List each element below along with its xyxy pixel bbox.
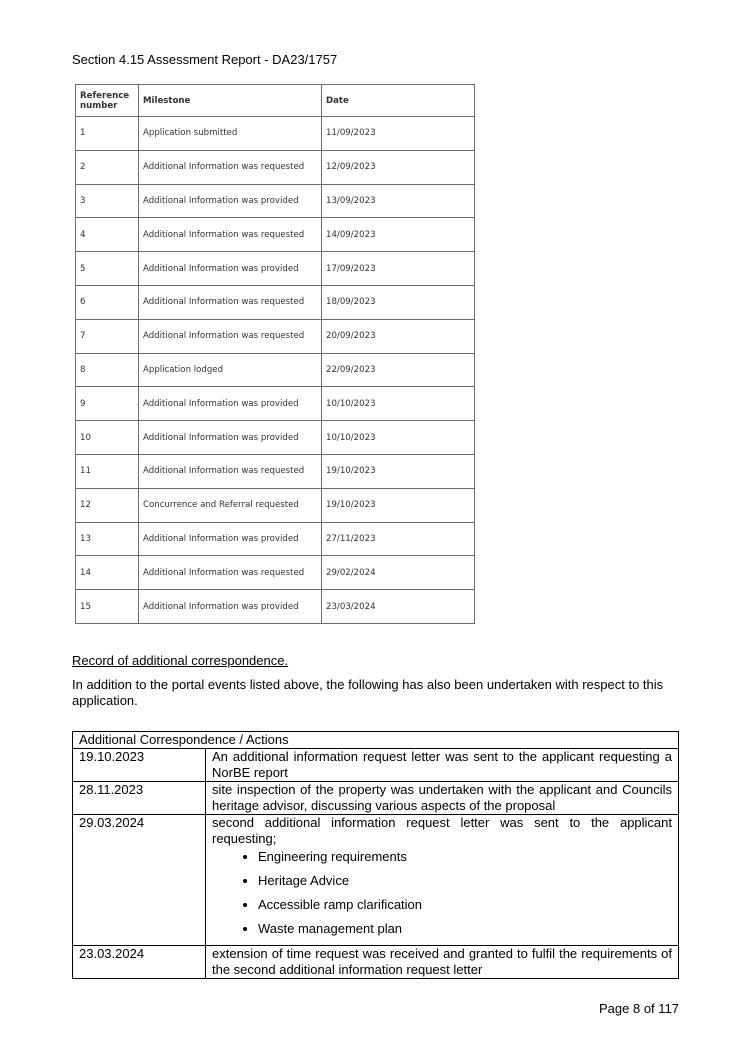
table-row (76, 387, 475, 421)
milestone-name-cell: Additional Information was requested (139, 150, 322, 184)
milestone-name-cell: Additional Information was requested (139, 556, 322, 590)
milestone-ref-cell: 15 (76, 590, 139, 624)
milestone-ref-cell: 9 (76, 387, 139, 421)
table-row (76, 285, 475, 319)
table-row (73, 782, 679, 815)
table-row (73, 749, 679, 782)
milestone-date-cell: 22/09/2023 (322, 353, 475, 387)
milestone-ref-cell: 12 (76, 488, 139, 522)
correspondence-text: site inspection of the property was undertaken with the applicant and Councils heritage advisor, discussing various aspects of the proposal (206, 782, 679, 815)
milestone-name-cell: Additional Information was requested (139, 319, 322, 353)
milestone-ref-cell: 2 (76, 150, 139, 184)
table-row (76, 353, 475, 387)
milestone-date-cell: 12/09/2023 (322, 150, 475, 184)
page-header: Section 4.15 Assessment Report - DA23/1757 (72, 52, 338, 67)
list-item: • Heritage Advice (258, 873, 672, 889)
milestone-date-cell: 29/02/2024 (322, 556, 475, 590)
milestone-name-cell: Application submitted (139, 117, 322, 151)
column-header-milestone: Milestone (139, 85, 322, 117)
milestone-date-cell: 10/10/2023 (322, 387, 475, 421)
milestone-name-cell: Additional Information was provided (139, 252, 322, 286)
column-header-reference: Reference number (76, 85, 139, 117)
requirements-list (212, 849, 672, 937)
milestone-name-cell: Additional Information was provided (139, 590, 322, 624)
table-row (76, 454, 475, 488)
milestone-date-cell: 19/10/2023 (322, 454, 475, 488)
milestone-table (75, 84, 475, 624)
milestone-name-cell: Additional Information was requested (139, 218, 322, 252)
milestone-date-cell: 14/09/2023 (322, 218, 475, 252)
milestone-name-cell: Application lodged (139, 353, 322, 387)
milestone-date-cell: 18/09/2023 (322, 285, 475, 319)
correspondence-intro: In addition to the portal events listed above, the following has also been undertaken with respect to this application. (72, 677, 664, 708)
milestone-ref-cell: 3 (76, 184, 139, 218)
table-row (76, 319, 475, 353)
milestone-ref-cell: 1 (76, 117, 139, 151)
milestone-date-cell: 11/09/2023 (322, 117, 475, 151)
milestone-date-cell: 20/09/2023 (322, 319, 475, 353)
correspondence-date: 19.10.2023 (73, 749, 206, 782)
milestone-ref-cell: 13 (76, 522, 139, 556)
milestone-header-row (76, 85, 475, 117)
milestone-date-cell: 27/11/2023 (322, 522, 475, 556)
table-row (76, 421, 475, 455)
table-row (76, 252, 475, 286)
milestone-ref-cell: 10 (76, 421, 139, 455)
milestone-name-cell: Additional Information was requested (139, 285, 322, 319)
page-number: Page 8 of 117 (599, 1001, 679, 1016)
correspondence-table-title: Additional Correspondence / Actions (73, 732, 679, 749)
milestone-date-cell: 19/10/2023 (322, 488, 475, 522)
correspondence-text: second additional information request letter was sent to the applicant requesting; (212, 815, 672, 846)
milestone-ref-cell: 6 (76, 285, 139, 319)
milestone-name-cell: Concurrence and Referral requested (139, 488, 322, 522)
milestone-date-cell: 23/03/2024 (322, 590, 475, 624)
milestone-ref-cell: 4 (76, 218, 139, 252)
milestone-date-cell: 10/10/2023 (322, 421, 475, 455)
list-item: • Engineering requirements (258, 849, 672, 865)
correspondence-date: 23.03.2024 (73, 946, 206, 979)
correspondence-date: 29.03.2024 (73, 815, 206, 946)
milestone-name-cell: Additional Information was provided (139, 184, 322, 218)
column-header-date: Date (322, 85, 475, 117)
milestone-date-cell: 17/09/2023 (322, 252, 475, 286)
milestone-ref-cell: 7 (76, 319, 139, 353)
table-row (76, 218, 475, 252)
correspondence-cell (206, 815, 679, 946)
table-row (76, 117, 475, 151)
milestone-name-cell: Additional Information was provided (139, 421, 322, 455)
milestone-name-cell: Additional Information was requested (139, 454, 322, 488)
table-row (76, 556, 475, 590)
milestone-table-body (76, 117, 475, 624)
table-row (76, 522, 475, 556)
correspondence-title-row (73, 732, 679, 749)
milestone-name-cell: Additional Information was provided (139, 387, 322, 421)
table-row (76, 590, 475, 624)
table-row (73, 946, 679, 979)
milestone-ref-cell: 14 (76, 556, 139, 590)
correspondence-date: 28.11.2023 (73, 782, 206, 815)
table-row (76, 488, 475, 522)
list-item: • Accessible ramp clarification (258, 897, 672, 913)
milestone-ref-cell: 5 (76, 252, 139, 286)
correspondence-text: extension of time request was received and granted to fulfil the requirements of the second additional information request letter (206, 946, 679, 979)
milestone-date-cell: 13/09/2023 (322, 184, 475, 218)
list-item: • Waste management plan (258, 921, 672, 937)
milestone-ref-cell: 8 (76, 353, 139, 387)
milestone-ref-cell: 11 (76, 454, 139, 488)
table-row (76, 184, 475, 218)
correspondence-heading: Record of additional correspondence. (72, 653, 289, 668)
table-row (73, 815, 679, 946)
milestone-name-cell: Additional Information was provided (139, 522, 322, 556)
table-row (76, 150, 475, 184)
correspondence-text: An additional information request letter was sent to the applicant requesting a NorBE report (206, 749, 679, 782)
correspondence-table (72, 731, 679, 979)
